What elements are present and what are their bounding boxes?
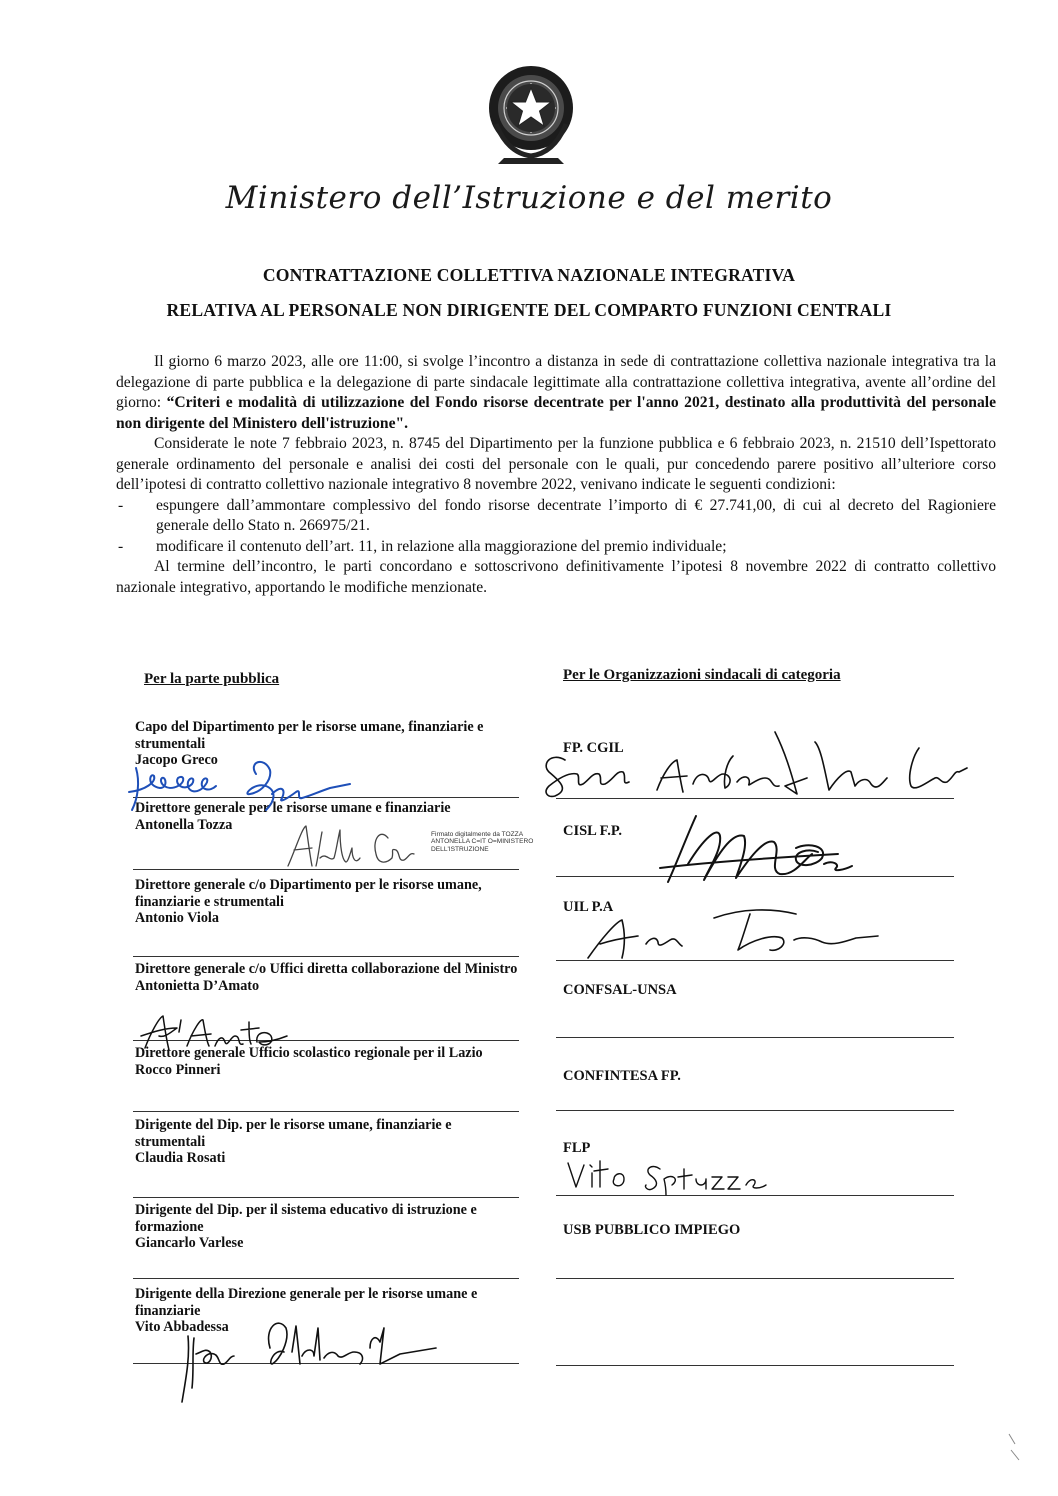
signatory-name: Jacopo Greco: [135, 752, 218, 768]
union-label: UIL P.A: [563, 899, 614, 915]
cisl-signature: [648, 808, 858, 890]
signatory-name: Rocco Pinneri: [135, 1061, 221, 1078]
cgil-signature: [537, 712, 977, 810]
signatory-name: Claudia Rosati: [135, 1150, 226, 1166]
uil-signature: [582, 900, 882, 964]
signatory-role: Direttore generale Ufficio scolastico regionale per il Lazio: [135, 1045, 483, 1061]
union-label: CONFINTESA FP.: [563, 1068, 681, 1084]
document-title-line-1: CONTRATTAZIONE COLLETTIVA NAZIONALE INTEGRATIVA: [262, 265, 796, 285]
signatory-name: Antonio Viola: [135, 910, 219, 926]
signatory-role: Capo del Dipartimento per le risorse umane, finanziarie e strumentali: [135, 719, 484, 752]
signatory-block: [135, 961, 520, 994]
paragraph-2: Considerate le note 7 febbraio 2023, n. 8745 del Dipartimento per la funzione pubblica e 6 febbraio 2023, n. 21510 dell’Ispettorato generale ordinamento del personale e analisi dei costi del personale con le quali, pur concedendo parere positivo all’ulteriore corso dell’ipotesi di contratto collettivo nazionale integrativo 8 novembre 2022, venivano indicate le seguenti condizioni:: [116, 435, 996, 493]
repubblica-emblem-icon: [484, 64, 578, 168]
document-body: [116, 352, 996, 598]
signatory-role: Direttore generale per le risorse umane e finanziarie: [135, 800, 451, 816]
signature-line: [133, 1278, 519, 1279]
signature-line: [133, 1111, 519, 1112]
union-label: FLP: [563, 1140, 591, 1156]
paragraph-1: Il giorno 6 marzo 2023, alle ore 11:00, si svolge l’incontro a distanza in sede di contrattazione collettiva nazionale integrativa tra la delegazione di parte pubblica e la delegazione di parte sindacale legittimate alla contrattazione collettiva integrativa, avente all’ordine del giorno: “Criteri e modalità di utilizzazione del Fondo risorse decentrate per l'anno 2021, destinato alla produttività del personale non dirigente del Ministero dell'istruzione".: [116, 353, 996, 432]
list-item: - espungere dall’ammontare complessivo del fondo risorse decentrate l’importo di € 27.741,00, di cui al decreto del Ragioniere generale dello Stato n. 266975/21.: [116, 496, 996, 537]
flp-signature: [560, 1155, 770, 1197]
signatory-block: [135, 1117, 520, 1167]
list-item: - modificare il contenuto dell’art. 11, in relazione alla maggiorazione del premio individuale;: [116, 537, 996, 558]
union-label: FP. CGIL: [563, 740, 624, 756]
damato-signature: [137, 1006, 297, 1058]
abbadessa-signature: [174, 1308, 444, 1408]
document-title-line-2: RELATIVA AL PERSONALE NON DIRIGENTE DEL COMPARTO FUNZIONI CENTRALI: [166, 300, 892, 320]
greco-signature: [126, 752, 356, 824]
public-party-heading: Per la parte pubblica: [144, 671, 280, 687]
signatory-block: [135, 1202, 520, 1252]
signatory-role: Direttore generale c/o Uffici diretta collaborazione del Ministro: [135, 961, 518, 977]
signature-line: [556, 1278, 954, 1279]
signatory-name: Vito Abbadessa: [135, 1319, 229, 1335]
signatory-name: Antonella Tozza: [135, 816, 233, 833]
corner-pen-mark: [1005, 1432, 1025, 1462]
signature-line: [133, 1197, 519, 1198]
signatory-role: Direttore generale c/o Dipartimento per le risorse umane, finanziarie e strumentali: [135, 877, 482, 910]
union-label: USB PUBBLICO IMPIEGO: [563, 1222, 741, 1238]
signatory-name: Giancarlo Varlese: [135, 1235, 244, 1251]
signature-line: [133, 956, 519, 957]
signatory-role: Dirigente del Dip. per il sistema educativo di istruzione e formazione: [135, 1202, 477, 1235]
ministry-name: Ministero dell’Istruzione e del merito: [225, 180, 833, 216]
signature-line: [556, 1110, 954, 1111]
conditions-list: [116, 496, 996, 558]
union-label: CISL F.P.: [563, 823, 622, 839]
agenda-item: “Criteri e modalità di utilizzazione del Fondo risorse decentrate per l'anno 2021, destinato alla produttività del personale non dirigente del Ministero dell'istruzione".: [116, 394, 996, 432]
paragraph-3: Al termine dell’incontro, le parti concordano e sottoscrivono definitivamente l’ipotesi 8 novembre 2022 di contratto collettivo nazionale integrativo, apportando le modifiche menzionate.: [116, 558, 996, 596]
unions-heading: Per le Organizzazioni sindacali di categoria: [563, 667, 841, 683]
union-label: CONFSAL-UNSA: [563, 982, 677, 998]
tozza-signature: [282, 818, 422, 874]
signatory-block: [135, 877, 520, 927]
signature-line: [556, 1365, 954, 1366]
signature-line: [556, 1037, 954, 1038]
signatory-role: Dirigente del Dip. per le risorse umane, finanziarie e strumentali: [135, 1117, 452, 1150]
signatory-name: Antonietta D’Amato: [135, 977, 260, 994]
digital-signature-stamp: Firmato digitalmente da TOZZA ANTONELLA C=IT O=MINISTERO DELL'ISTRUZIONE: [431, 831, 534, 853]
signatory-role: Dirigente della Direzione generale per le risorse umane e finanziarie: [135, 1286, 478, 1319]
